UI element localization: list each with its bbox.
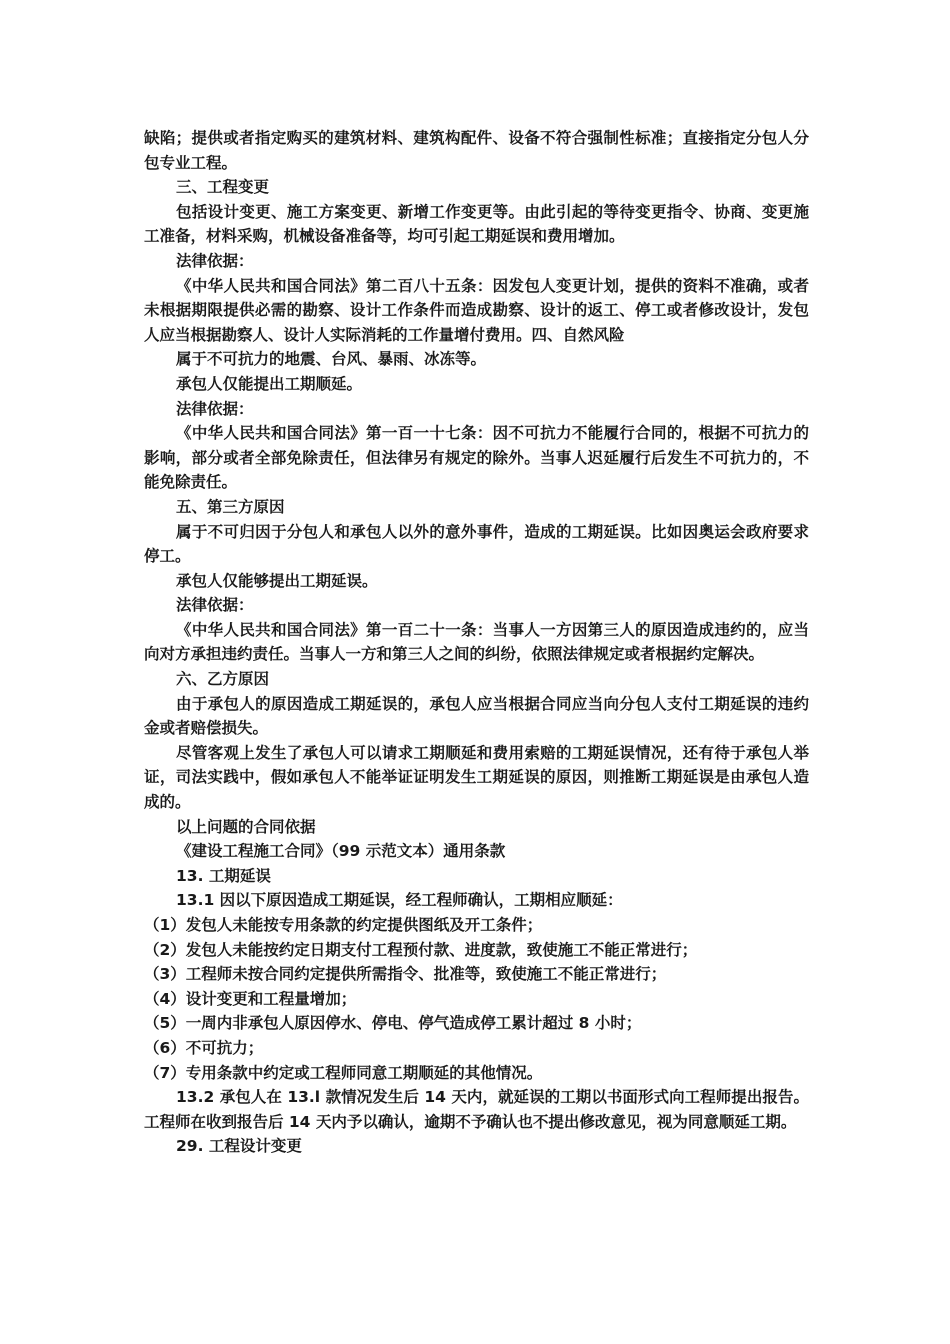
paragraph: 以上问题的合同依据 bbox=[176, 817, 316, 836]
section-heading: 六、乙方原因 bbox=[176, 670, 270, 689]
clause-heading: 13. 工期延误 bbox=[176, 866, 271, 885]
paragraph: 《中华人民共和国合同法》第一百一十七条：因不可抗力不能履行合同的，根据不可抗力的影响，部分或者全部免除责任，但法律另有规定的除外。当事人迟延履行后发生不可抗力的，不能免除责任。 bbox=[144, 424, 809, 492]
legal-basis-label: 法律依据： bbox=[176, 251, 254, 270]
paragraph: 承包人仅能提出工期顺延。 bbox=[176, 374, 363, 393]
paragraph: 由于承包人的原因造成工期延误的，承包人应当根据合同应当向分包人支付工期延误的违约金或者赔偿损失。 bbox=[144, 694, 809, 738]
list-item: （2）发包人未能按约定日期支付工程预付款、进度款，致使施工不能正常进行； bbox=[144, 940, 698, 959]
paragraph: 缺陷；提供或者指定购买的建筑材料、建筑构配件、设备不符合强制性标准；直接指定分包人分包专业工程。 bbox=[144, 129, 809, 172]
paragraph: 13.2 承包人在 13.l 款情况发生后 14 天内，就延误的工期以书面形式向工程师提出报告。工程师在收到报告后 14 天内予以确认，逾期不予确认也不提出修改意见，视为同意顺延工期。 bbox=[144, 1088, 809, 1131]
section-heading: 五、第三方原因 bbox=[176, 497, 285, 516]
list-item: （4）设计变更和工程量增加； bbox=[144, 989, 357, 1008]
paragraph: 13.1 因以下原因造成工期延误，经工程师确认，工期相应顺延： bbox=[176, 891, 623, 910]
paragraph: 《中华人民共和国合同法》第二百八十五条：因发包人变更计划，提供的资料不准确，或者未根据期限提供必需的勘察、设计工作条件而造成勘察、设计的返工、停工或者修改设计，发包人应当根据勘察人、设计人实际消耗的工作量增付费用。四、自然风险 bbox=[144, 276, 809, 344]
paragraph: 尽管客观上发生了承包人可以请求工期顺延和费用索赔的工期延误情况，还有待于承包人举证，司法实践中，假如承包人不能举证证明发生工期延误的原因，则推断工期延误是由承包人造成的。 bbox=[144, 743, 809, 812]
list-item: （5）一周内非承包人原因停水、停电、停气造成停工累计超过 8 小时； bbox=[144, 1014, 642, 1033]
paragraph: 承包人仅能够提出工期延误。 bbox=[176, 571, 378, 590]
paragraph: 属于不可抗力的地震、台风、暴雨、冰冻等。 bbox=[176, 350, 487, 369]
list-item: （7）专用条款中约定或工程师同意工期顺延的其他情况。 bbox=[144, 1063, 543, 1082]
list-item: （3）工程师未按合同约定提供所需指令、批准等，致使施工不能正常进行； bbox=[144, 965, 667, 984]
paragraph: 属于不可归因于分包人和承包人以外的意外事件，造成的工期延误。比如因奥运会政府要求停工。 bbox=[144, 522, 809, 566]
list-item: （6）不可抗力； bbox=[144, 1038, 264, 1057]
document-body bbox=[144, 126, 809, 1159]
section-heading: 三、工程变更 bbox=[176, 178, 270, 197]
paragraph: 包括设计变更、施工方案变更、新增工作变更等。由此引起的等待变更指令、协商、变更施工准备，材料采购，机械设备准备等，均可引起工期延误和费用增加。 bbox=[144, 202, 809, 246]
paragraph: 《建设工程施工合同》（99 示范文本）通用条款 bbox=[176, 842, 506, 861]
list-item: （1）发包人未能按专用条款的约定提供图纸及开工条件； bbox=[144, 916, 543, 934]
legal-basis-label: 法律依据： bbox=[176, 596, 254, 615]
legal-basis-label: 法律依据： bbox=[176, 399, 254, 418]
clause-heading: 29. 工程设计变更 bbox=[176, 1137, 302, 1156]
paragraph: 《中华人民共和国合同法》第一百二十一条：当事人一方因第三人的原因造成违约的，应当向对方承担违约责任。当事人一方和第三人之间的纠纷，依照法律规定或者根据约定解决。 bbox=[144, 620, 809, 664]
